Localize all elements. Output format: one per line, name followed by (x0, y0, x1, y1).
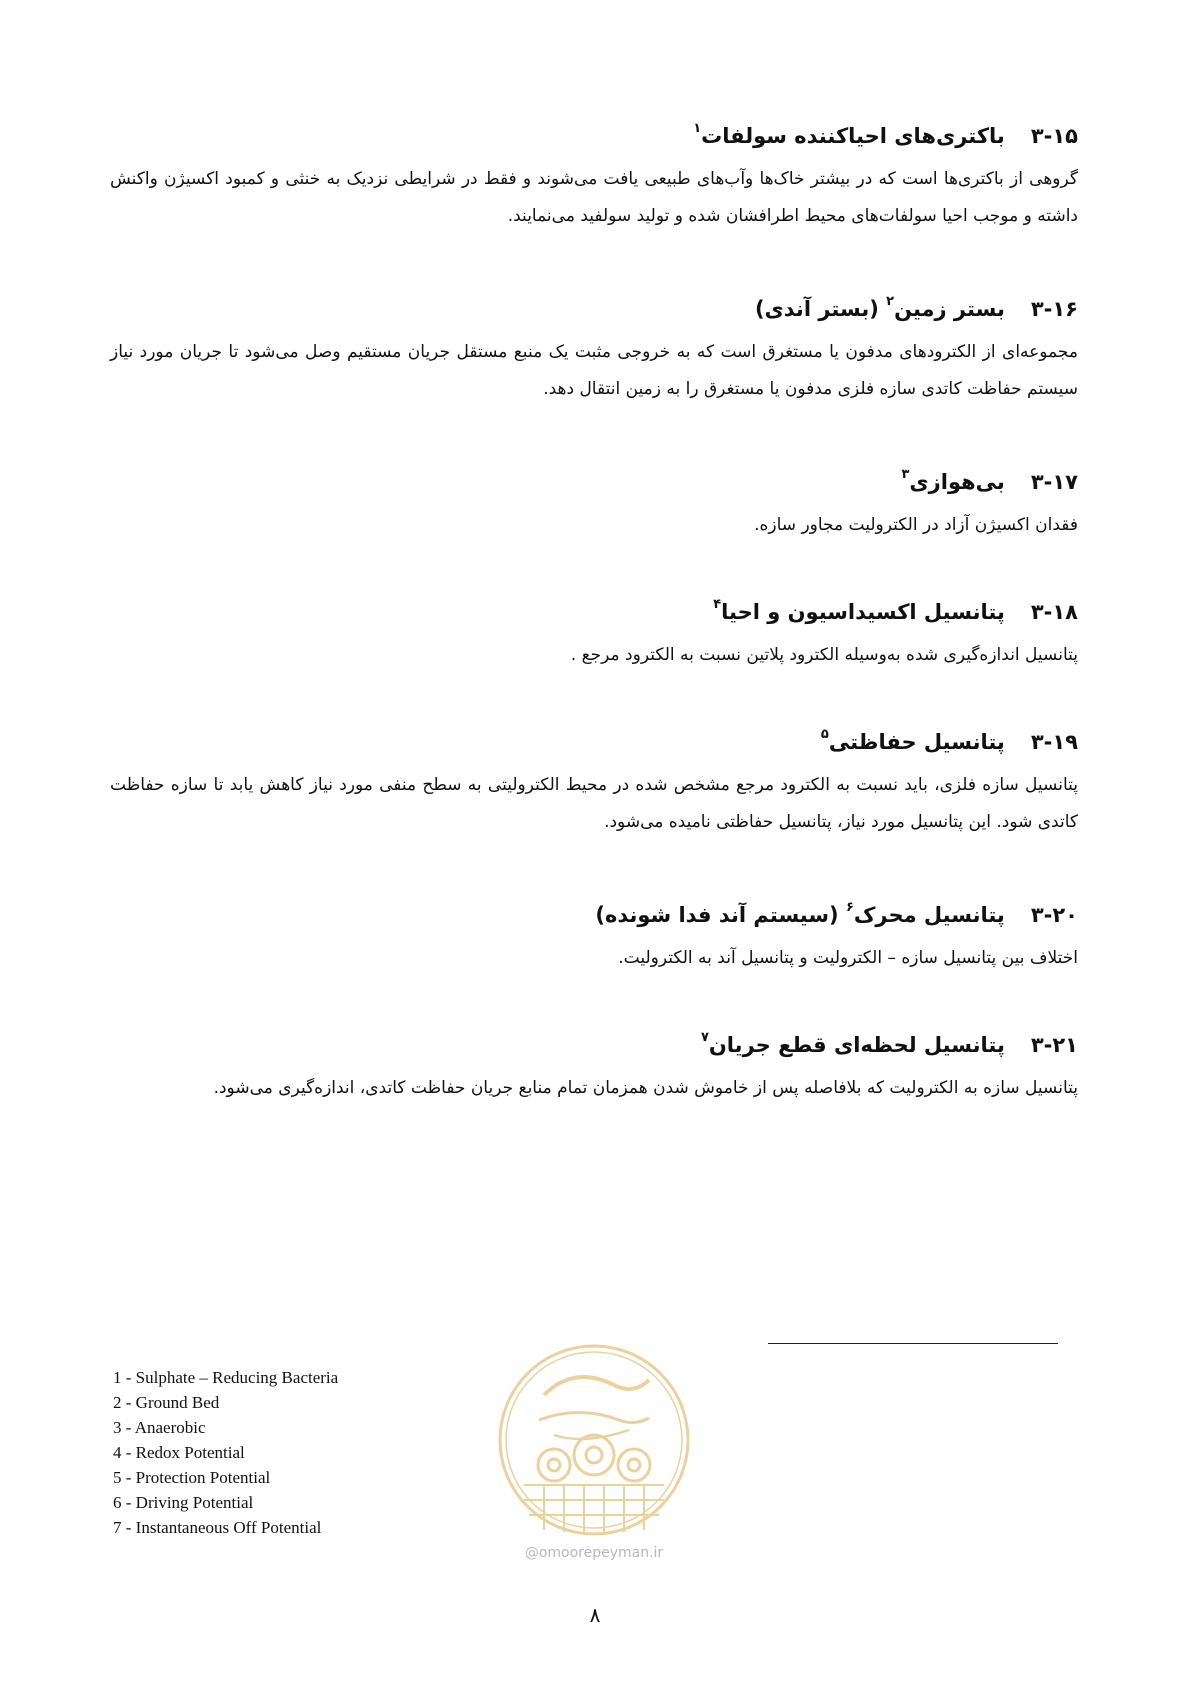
section-number: ۳-۲۰ (1030, 903, 1078, 927)
section-3-18 (110, 593, 1078, 674)
footnote-item: 7 - Instantaneous Off Potential (113, 1518, 322, 1537)
section-heading (110, 463, 1078, 497)
section-title-suffix: (سیستم آند فدا شونده) (595, 903, 846, 927)
watermark-logo (494, 1340, 694, 1540)
section-title: پتانسیل حفاظتی (828, 730, 1005, 754)
section-body: گروهی از باکتری‌ها است که در بیشتر خاک‌ها وآب‌های طبیعی یافت می‌شوند و فقط در شرایطی نزدیک به خنثی و کمبود اکسیژن واکنش داشته و موجب احیا سولفات‌های محیط اطرافشان شده و تولید سولفید می‌نمایند. (110, 169, 1078, 226)
footnote-ref: ۵ (820, 727, 829, 742)
section-title: پتانسیل لحظه‌ای قطع جریان (708, 1033, 1005, 1057)
section-title: پتانسیل اکسیداسیون و احیا (721, 600, 1005, 624)
section-title: بستر زمین (894, 297, 1005, 321)
section-heading (110, 290, 1078, 324)
section-body: مجموعه‌ای از الکترودهای مدفون یا مستغرق است که به خروجی مثبت یک منبع مستقل جریان مستقیم وصل می‌شود تا جریان مورد نیاز سیستم حفاظت کاتدی سازه فلزی مدفون یا مستغرق را به زمین انتقال دهد. (110, 342, 1078, 399)
footnote-ref: ۳ (901, 467, 910, 482)
section-title: پتانسیل محرک (853, 903, 1005, 927)
footnote-item: 5 - Protection Potential (113, 1468, 271, 1487)
section-number: ۳-۱۵ (1030, 124, 1078, 148)
section-3-19 (110, 723, 1078, 841)
section-3-15 (110, 117, 1078, 235)
footnote-ref: ۱ (693, 121, 702, 136)
footnote-ref: ۶ (845, 900, 854, 915)
section-heading (110, 723, 1078, 757)
section-3-21 (110, 1026, 1078, 1107)
section-body: پتانسیل اندازه‌گیری شده به‌وسیله الکترود پلاتین نسبت به الکترود مرجع . (570, 645, 1078, 665)
footnote-item: 6 - Driving Potential (113, 1493, 254, 1512)
section-heading (110, 1026, 1078, 1060)
section-3-17 (110, 463, 1078, 544)
section-body: فقدان اکسیژن آزاد در الکترولیت مجاور سازه. (754, 515, 1078, 535)
footnotes-list (113, 1365, 338, 1540)
page-number: ۸ (589, 1603, 601, 1627)
section-3-20 (110, 896, 1078, 977)
section-number: ۳-۱۸ (1030, 600, 1078, 624)
footnote-ref: ۴ (713, 597, 722, 612)
watermark-site: @omoorepeyman.ir (524, 1545, 664, 1561)
section-heading (110, 117, 1078, 151)
section-number: ۳-۱۷ (1030, 470, 1078, 494)
footnote-item: 4 - Redox Potential (113, 1443, 245, 1462)
section-body: پتانسیل سازه فلزی، باید نسبت به الکترود مرجع مشخص شده در محیط الکترولیتی به سطح منفی مورد نیاز کاهش یابد تا سازه حفاظت کاتدی شود. این پتانسیل مورد نیاز، پتانسیل حفاظتی نامیده می‌شود. (110, 775, 1078, 832)
footnote-item: 3 - Anaerobic (113, 1418, 206, 1437)
section-heading (110, 896, 1078, 930)
footnote-item: 2 - Ground Bed (113, 1393, 220, 1412)
section-number: ۳-۲۱ (1030, 1033, 1078, 1057)
section-title: بی‌هوازی (909, 470, 1005, 494)
section-3-16 (110, 290, 1078, 408)
section-heading (110, 593, 1078, 627)
section-number: ۳-۱۹ (1030, 730, 1078, 754)
footnote-separator (768, 1343, 1058, 1344)
section-title-suffix: (بستر آندی) (754, 297, 887, 321)
footnote-ref: ۲ (886, 294, 895, 309)
footnote-item: 1 - Sulphate – Reducing Bacteria (113, 1368, 339, 1387)
section-title: باکتری‌های احیاکننده سولفات (701, 124, 1005, 148)
section-body: پتانسیل سازه به الکترولیت که بلافاصله پس از خاموش شدن همزمان تمام منابع جریان حفاظت کاتدی، اندازه‌گیری می‌شود. (213, 1078, 1078, 1098)
footnote-ref: ۷ (700, 1030, 709, 1045)
section-number: ۳-۱۶ (1030, 297, 1078, 321)
section-body: اختلاف بین پتانسیل سازه – الکترولیت و پتانسیل آند به الکترولیت. (618, 948, 1078, 968)
